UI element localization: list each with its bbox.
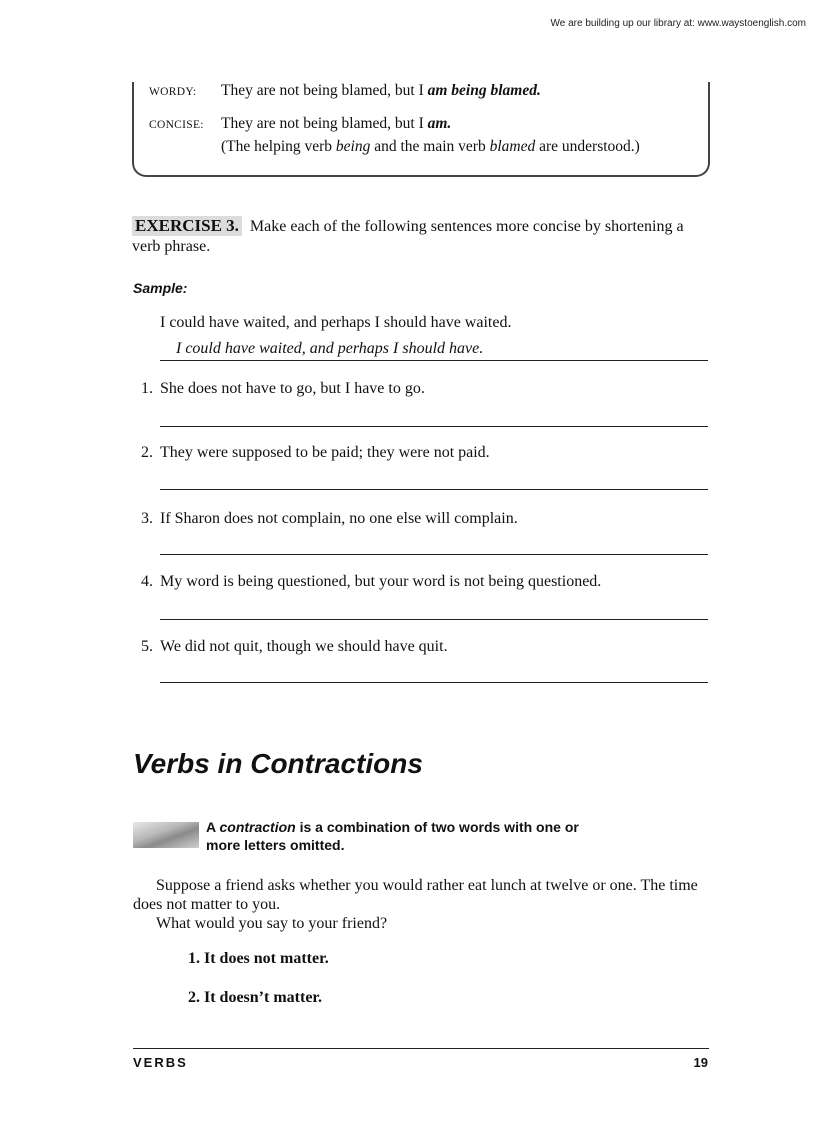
note-d: blamed bbox=[489, 138, 536, 155]
concise-plain: They are not being blamed, but I bbox=[221, 115, 428, 132]
contraction-definition bbox=[206, 818, 606, 854]
example-box bbox=[132, 82, 710, 177]
definition-term: contraction bbox=[219, 819, 296, 835]
sample-answer: I could have waited, and perhaps I should have. bbox=[176, 340, 484, 357]
item-1-number: 1. bbox=[141, 380, 153, 397]
item-2-number: 2. bbox=[141, 444, 153, 461]
footer-section: VERBS bbox=[133, 1055, 188, 1070]
paragraph-2: What would you say to your friend? bbox=[156, 915, 388, 932]
paragraph-1: Suppose a friend asks whether you would rather eat lunch at twelve or one. The time does not matter to you. bbox=[133, 877, 698, 913]
note-text bbox=[221, 138, 640, 156]
item-2-text: They were supposed to be paid; they were not paid. bbox=[160, 444, 490, 461]
exercise-instructions bbox=[132, 216, 712, 257]
definition-c: is a combination of two words with one or more letters omitted. bbox=[206, 819, 579, 853]
item-1-answer-line[interactable] bbox=[160, 426, 708, 427]
item-2-answer-line[interactable] bbox=[160, 489, 708, 490]
exercise-label: EXERCISE 3. bbox=[132, 216, 242, 236]
wordy-sentence bbox=[221, 82, 541, 100]
wordy-label: WORDY: bbox=[149, 86, 197, 98]
choice-2: 2. It doesn’t matter. bbox=[188, 989, 323, 1006]
wordy-emphasis: am being blamed. bbox=[427, 82, 541, 99]
wordy-plain: They are not being blamed, but I bbox=[221, 82, 428, 99]
note-b: being bbox=[335, 138, 371, 155]
concise-label: CONCISE: bbox=[149, 119, 204, 131]
sample-sentence: I could have waited, and perhaps I should have waited. bbox=[160, 314, 512, 331]
sample-label: Sample: bbox=[133, 280, 188, 296]
watermark-text: We are building up our library at: www.waystoenglish.com bbox=[550, 18, 806, 29]
footer-page-number: 19 bbox=[693, 1055, 708, 1070]
item-3-text: If Sharon does not complain, no one else will complain. bbox=[160, 510, 518, 527]
note-e: are understood.) bbox=[535, 138, 640, 155]
item-3-answer-line[interactable] bbox=[160, 554, 708, 555]
note-c: and the main verb bbox=[370, 138, 490, 155]
item-3-number: 3. bbox=[141, 510, 153, 527]
definition-book-icon bbox=[133, 822, 199, 848]
section-heading: Verbs in Contractions bbox=[133, 748, 423, 779]
concise-sentence bbox=[221, 115, 451, 133]
choice-1: 1. It does not matter. bbox=[188, 950, 329, 967]
concise-emphasis: am. bbox=[427, 115, 452, 132]
item-5-number: 5. bbox=[141, 638, 153, 655]
sample-answer-line bbox=[160, 360, 708, 361]
item-4-number: 4. bbox=[141, 573, 153, 590]
footer-rule bbox=[133, 1048, 709, 1049]
definition-a: A bbox=[206, 819, 220, 835]
item-5-text: We did not quit, though we should have quit. bbox=[160, 638, 448, 655]
exercise-instruction: Make each of the following sentences more concise by shortening a verb phrase. bbox=[132, 218, 684, 255]
note-a: (The helping verb bbox=[221, 138, 336, 155]
item-5-answer-line[interactable] bbox=[160, 682, 708, 683]
item-4-text: My word is being questioned, but your word is not being questioned. bbox=[160, 573, 602, 590]
item-1-text: She does not have to go, but I have to go. bbox=[160, 380, 425, 397]
item-4-answer-line[interactable] bbox=[160, 619, 708, 620]
